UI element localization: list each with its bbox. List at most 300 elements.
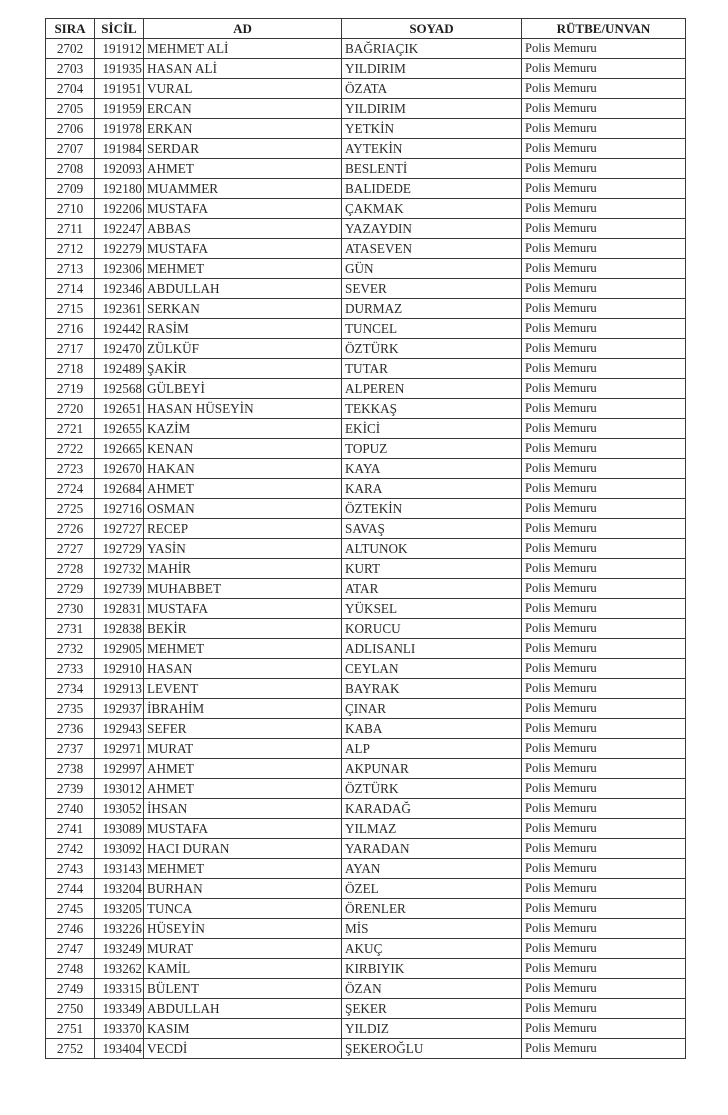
cell-soyad: KARADAĞ — [342, 799, 522, 819]
cell-ad: ERCAN — [144, 99, 342, 119]
cell-ad: RASİM — [144, 319, 342, 339]
cell-soyad: TOPUZ — [342, 439, 522, 459]
table-row — [46, 319, 686, 339]
header-sicil: SİCİL — [95, 19, 144, 39]
table-row — [46, 359, 686, 379]
cell-sira: 2713 — [46, 259, 95, 279]
table-row — [46, 739, 686, 759]
cell-soyad: ÖZTÜRK — [342, 339, 522, 359]
cell-ad: LEVENT — [144, 679, 342, 699]
cell-rutbe-unvan: Polis Memuru — [522, 839, 686, 859]
cell-ad: AHMET — [144, 759, 342, 779]
cell-rutbe-unvan: Polis Memuru — [522, 159, 686, 179]
cell-sira: 2750 — [46, 999, 95, 1019]
cell-sira: 2733 — [46, 659, 95, 679]
cell-rutbe-unvan: Polis Memuru — [522, 999, 686, 1019]
cell-ad: HÜSEYİN — [144, 919, 342, 939]
cell-rutbe-unvan: Polis Memuru — [522, 639, 686, 659]
table-row — [46, 679, 686, 699]
cell-soyad: AYTEKİN — [342, 139, 522, 159]
cell-soyad: ÖRENLER — [342, 899, 522, 919]
cell-rutbe-unvan: Polis Memuru — [522, 319, 686, 339]
table-row — [46, 1039, 686, 1059]
cell-soyad: DURMAZ — [342, 299, 522, 319]
table-row — [46, 859, 686, 879]
cell-rutbe-unvan: Polis Memuru — [522, 519, 686, 539]
table-row — [46, 979, 686, 999]
cell-rutbe-unvan: Polis Memuru — [522, 279, 686, 299]
cell-rutbe-unvan: Polis Memuru — [522, 1039, 686, 1059]
cell-sira: 2726 — [46, 519, 95, 539]
table-row — [46, 199, 686, 219]
cell-rutbe-unvan: Polis Memuru — [522, 899, 686, 919]
cell-sira: 2708 — [46, 159, 95, 179]
cell-sicil: 192943 — [95, 719, 144, 739]
cell-sira: 2728 — [46, 559, 95, 579]
cell-rutbe-unvan: Polis Memuru — [522, 719, 686, 739]
cell-soyad: KORUCU — [342, 619, 522, 639]
cell-rutbe-unvan: Polis Memuru — [522, 699, 686, 719]
cell-rutbe-unvan: Polis Memuru — [522, 259, 686, 279]
cell-rutbe-unvan: Polis Memuru — [522, 499, 686, 519]
cell-ad: TUNCA — [144, 899, 342, 919]
cell-soyad: YILDIZ — [342, 1019, 522, 1039]
cell-rutbe-unvan: Polis Memuru — [522, 739, 686, 759]
cell-sira: 2735 — [46, 699, 95, 719]
cell-sira: 2734 — [46, 679, 95, 699]
table-row — [46, 179, 686, 199]
cell-rutbe-unvan: Polis Memuru — [522, 819, 686, 839]
cell-soyad: TEKKAŞ — [342, 399, 522, 419]
cell-rutbe-unvan: Polis Memuru — [522, 579, 686, 599]
cell-soyad: ALTUNOK — [342, 539, 522, 559]
cell-sicil: 193226 — [95, 919, 144, 939]
cell-sicil: 192997 — [95, 759, 144, 779]
cell-sicil: 192361 — [95, 299, 144, 319]
cell-soyad: KAYA — [342, 459, 522, 479]
cell-sicil: 193370 — [95, 1019, 144, 1039]
table-row — [46, 519, 686, 539]
cell-sira: 2706 — [46, 119, 95, 139]
cell-sira: 2716 — [46, 319, 95, 339]
table-row — [46, 819, 686, 839]
cell-sira: 2717 — [46, 339, 95, 359]
cell-sira: 2742 — [46, 839, 95, 859]
cell-rutbe-unvan: Polis Memuru — [522, 459, 686, 479]
cell-sira: 2704 — [46, 79, 95, 99]
cell-rutbe-unvan: Polis Memuru — [522, 99, 686, 119]
cell-soyad: YILDIRIM — [342, 59, 522, 79]
cell-sicil: 192732 — [95, 559, 144, 579]
cell-ad: OSMAN — [144, 499, 342, 519]
cell-sicil: 192470 — [95, 339, 144, 359]
cell-ad: BEKİR — [144, 619, 342, 639]
table-row — [46, 879, 686, 899]
cell-soyad: YILDIRIM — [342, 99, 522, 119]
table-row — [46, 619, 686, 639]
table-row — [46, 439, 686, 459]
cell-sicil: 192937 — [95, 699, 144, 719]
cell-ad: MEHMET — [144, 259, 342, 279]
cell-sira: 2718 — [46, 359, 95, 379]
cell-sira: 2712 — [46, 239, 95, 259]
cell-rutbe-unvan: Polis Memuru — [522, 659, 686, 679]
cell-soyad: SEVER — [342, 279, 522, 299]
cell-soyad: AYAN — [342, 859, 522, 879]
cell-sicil: 192913 — [95, 679, 144, 699]
cell-sira: 2746 — [46, 919, 95, 939]
cell-sira: 2737 — [46, 739, 95, 759]
cell-sira: 2741 — [46, 819, 95, 839]
table-row — [46, 639, 686, 659]
cell-sira: 2727 — [46, 539, 95, 559]
cell-sicil: 192180 — [95, 179, 144, 199]
cell-sira: 2715 — [46, 299, 95, 319]
cell-sicil: 192831 — [95, 599, 144, 619]
cell-ad: VECDİ — [144, 1039, 342, 1059]
cell-sira: 2748 — [46, 959, 95, 979]
cell-sicil: 193404 — [95, 1039, 144, 1059]
cell-soyad: KARA — [342, 479, 522, 499]
cell-soyad: ALPEREN — [342, 379, 522, 399]
cell-soyad: TUNCEL — [342, 319, 522, 339]
cell-soyad: ADLISANLI — [342, 639, 522, 659]
cell-rutbe-unvan: Polis Memuru — [522, 299, 686, 319]
cell-soyad: AKUÇ — [342, 939, 522, 959]
table-row — [46, 839, 686, 859]
cell-rutbe-unvan: Polis Memuru — [522, 399, 686, 419]
table-row — [46, 399, 686, 419]
table-row — [46, 759, 686, 779]
cell-sicil: 192665 — [95, 439, 144, 459]
cell-sicil: 192093 — [95, 159, 144, 179]
cell-soyad: YÜKSEL — [342, 599, 522, 619]
cell-sicil: 192206 — [95, 199, 144, 219]
cell-sicil: 193204 — [95, 879, 144, 899]
cell-ad: İBRAHİM — [144, 699, 342, 719]
table-row — [46, 939, 686, 959]
cell-rutbe-unvan: Polis Memuru — [522, 139, 686, 159]
table-row — [46, 299, 686, 319]
cell-soyad: ATASEVEN — [342, 239, 522, 259]
header-rutbe-unvan: RÜTBE/UNVAN — [522, 19, 686, 39]
cell-rutbe-unvan: Polis Memuru — [522, 619, 686, 639]
cell-sicil: 192247 — [95, 219, 144, 239]
cell-sicil: 192684 — [95, 479, 144, 499]
table-row — [46, 779, 686, 799]
cell-rutbe-unvan: Polis Memuru — [522, 979, 686, 999]
table-row — [46, 699, 686, 719]
cell-rutbe-unvan: Polis Memuru — [522, 239, 686, 259]
table-row — [46, 459, 686, 479]
cell-sicil: 192651 — [95, 399, 144, 419]
cell-ad: SERDAR — [144, 139, 342, 159]
cell-ad: ABDULLAH — [144, 279, 342, 299]
cell-sicil: 192905 — [95, 639, 144, 659]
cell-sira: 2745 — [46, 899, 95, 919]
cell-sira: 2707 — [46, 139, 95, 159]
cell-rutbe-unvan: Polis Memuru — [522, 1019, 686, 1039]
table-row — [46, 899, 686, 919]
cell-sira: 2749 — [46, 979, 95, 999]
table-row — [46, 1019, 686, 1039]
cell-sicil: 192716 — [95, 499, 144, 519]
cell-sicil: 193092 — [95, 839, 144, 859]
cell-sira: 2703 — [46, 59, 95, 79]
table-row — [46, 159, 686, 179]
cell-sira: 2721 — [46, 419, 95, 439]
cell-sicil: 191978 — [95, 119, 144, 139]
cell-rutbe-unvan: Polis Memuru — [522, 959, 686, 979]
cell-soyad: MİS — [342, 919, 522, 939]
cell-rutbe-unvan: Polis Memuru — [522, 39, 686, 59]
table-row — [46, 559, 686, 579]
cell-rutbe-unvan: Polis Memuru — [522, 479, 686, 499]
cell-sira: 2720 — [46, 399, 95, 419]
cell-ad: SEFER — [144, 719, 342, 739]
table-row — [46, 419, 686, 439]
cell-soyad: YAZAYDIN — [342, 219, 522, 239]
cell-sira: 2705 — [46, 99, 95, 119]
cell-soyad: YILMAZ — [342, 819, 522, 839]
cell-ad: MEHMET — [144, 639, 342, 659]
cell-rutbe-unvan: Polis Memuru — [522, 219, 686, 239]
cell-ad: BURHAN — [144, 879, 342, 899]
cell-sicil: 193143 — [95, 859, 144, 879]
cell-ad: MUAMMER — [144, 179, 342, 199]
cell-sicil: 192306 — [95, 259, 144, 279]
cell-ad: HASAN — [144, 659, 342, 679]
cell-soyad: SAVAŞ — [342, 519, 522, 539]
cell-ad: MUSTAFA — [144, 599, 342, 619]
cell-sicil: 193262 — [95, 959, 144, 979]
table-header-row — [46, 19, 686, 39]
cell-soyad: ŞEKEROĞLU — [342, 1039, 522, 1059]
cell-sira: 2723 — [46, 459, 95, 479]
cell-ad: YASİN — [144, 539, 342, 559]
cell-sicil: 191935 — [95, 59, 144, 79]
cell-ad: KAZİM — [144, 419, 342, 439]
table-row — [46, 219, 686, 239]
cell-sira: 2722 — [46, 439, 95, 459]
table-row — [46, 599, 686, 619]
cell-soyad: AKPUNAR — [342, 759, 522, 779]
cell-soyad: ÖZTEKİN — [342, 499, 522, 519]
cell-rutbe-unvan: Polis Memuru — [522, 759, 686, 779]
cell-sicil: 192838 — [95, 619, 144, 639]
cell-sicil: 192670 — [95, 459, 144, 479]
cell-ad: ZÜLKÜF — [144, 339, 342, 359]
cell-soyad: TUTAR — [342, 359, 522, 379]
cell-sicil: 193249 — [95, 939, 144, 959]
cell-soyad: ÖZAN — [342, 979, 522, 999]
cell-ad: MEHMET — [144, 859, 342, 879]
cell-sicil: 192568 — [95, 379, 144, 399]
cell-sicil: 191984 — [95, 139, 144, 159]
cell-ad: ABBAS — [144, 219, 342, 239]
cell-sira: 2739 — [46, 779, 95, 799]
table-row — [46, 959, 686, 979]
cell-sicil: 192442 — [95, 319, 144, 339]
cell-ad: RECEP — [144, 519, 342, 539]
cell-ad: AHMET — [144, 779, 342, 799]
cell-soyad: ÖZATA — [342, 79, 522, 99]
personnel-table — [45, 18, 686, 1059]
table-row — [46, 479, 686, 499]
cell-soyad: BAĞRIAÇIK — [342, 39, 522, 59]
table-row — [46, 919, 686, 939]
table-body — [46, 39, 686, 1059]
cell-rutbe-unvan: Polis Memuru — [522, 199, 686, 219]
cell-sira: 2731 — [46, 619, 95, 639]
cell-soyad: KIRBIYIK — [342, 959, 522, 979]
cell-soyad: ATAR — [342, 579, 522, 599]
cell-ad: ERKAN — [144, 119, 342, 139]
cell-sira: 2747 — [46, 939, 95, 959]
cell-rutbe-unvan: Polis Memuru — [522, 559, 686, 579]
cell-sicil: 191959 — [95, 99, 144, 119]
cell-soyad: CEYLAN — [342, 659, 522, 679]
cell-sira: 2732 — [46, 639, 95, 659]
cell-rutbe-unvan: Polis Memuru — [522, 679, 686, 699]
cell-ad: HASAN ALİ — [144, 59, 342, 79]
table-row — [46, 719, 686, 739]
cell-ad: İHSAN — [144, 799, 342, 819]
cell-soyad: EKİCİ — [342, 419, 522, 439]
table-row — [46, 659, 686, 679]
cell-sicil: 191912 — [95, 39, 144, 59]
cell-sicil: 193052 — [95, 799, 144, 819]
table-row — [46, 239, 686, 259]
cell-rutbe-unvan: Polis Memuru — [522, 59, 686, 79]
table-row — [46, 999, 686, 1019]
header-soyad: SOYAD — [342, 19, 522, 39]
cell-soyad: ALP — [342, 739, 522, 759]
cell-soyad: KABA — [342, 719, 522, 739]
table-row — [46, 139, 686, 159]
cell-ad: AHMET — [144, 159, 342, 179]
cell-sira: 2743 — [46, 859, 95, 879]
cell-rutbe-unvan: Polis Memuru — [522, 379, 686, 399]
cell-sicil: 192279 — [95, 239, 144, 259]
cell-ad: MUSTAFA — [144, 819, 342, 839]
cell-sicil: 192971 — [95, 739, 144, 759]
cell-sicil: 193205 — [95, 899, 144, 919]
cell-soyad: KURT — [342, 559, 522, 579]
cell-rutbe-unvan: Polis Memuru — [522, 939, 686, 959]
table-row — [46, 39, 686, 59]
cell-soyad: BALIDEDE — [342, 179, 522, 199]
cell-rutbe-unvan: Polis Memuru — [522, 879, 686, 899]
cell-sira: 2730 — [46, 599, 95, 619]
cell-ad: ABDULLAH — [144, 999, 342, 1019]
cell-sira: 2714 — [46, 279, 95, 299]
cell-ad: HAKAN — [144, 459, 342, 479]
cell-sicil: 193089 — [95, 819, 144, 839]
cell-rutbe-unvan: Polis Memuru — [522, 779, 686, 799]
cell-sira: 2744 — [46, 879, 95, 899]
cell-ad: AHMET — [144, 479, 342, 499]
cell-sicil: 193349 — [95, 999, 144, 1019]
table-row — [46, 99, 686, 119]
table-row — [46, 119, 686, 139]
cell-sira: 2724 — [46, 479, 95, 499]
table-row — [46, 379, 686, 399]
cell-rutbe-unvan: Polis Memuru — [522, 599, 686, 619]
cell-soyad: YARADAN — [342, 839, 522, 859]
cell-rutbe-unvan: Polis Memuru — [522, 359, 686, 379]
cell-sira: 2725 — [46, 499, 95, 519]
cell-sicil: 192910 — [95, 659, 144, 679]
table-row — [46, 499, 686, 519]
cell-soyad: ÖZEL — [342, 879, 522, 899]
cell-sicil: 192346 — [95, 279, 144, 299]
cell-sira: 2736 — [46, 719, 95, 739]
cell-ad: GÜLBEYİ — [144, 379, 342, 399]
cell-ad: MURAT — [144, 939, 342, 959]
cell-sira: 2709 — [46, 179, 95, 199]
cell-ad: MEHMET ALİ — [144, 39, 342, 59]
personnel-list-page — [45, 18, 686, 1059]
cell-sira: 2740 — [46, 799, 95, 819]
cell-ad: HACI DURAN — [144, 839, 342, 859]
cell-soyad: YETKİN — [342, 119, 522, 139]
header-sira: SIRA — [46, 19, 95, 39]
table-row — [46, 799, 686, 819]
cell-ad: MUSTAFA — [144, 199, 342, 219]
cell-rutbe-unvan: Polis Memuru — [522, 539, 686, 559]
cell-sira: 2710 — [46, 199, 95, 219]
cell-sira: 2719 — [46, 379, 95, 399]
cell-soyad: ÇINAR — [342, 699, 522, 719]
cell-rutbe-unvan: Polis Memuru — [522, 439, 686, 459]
cell-rutbe-unvan: Polis Memuru — [522, 339, 686, 359]
cell-sicil: 192489 — [95, 359, 144, 379]
cell-ad: ŞAKİR — [144, 359, 342, 379]
cell-sicil: 192739 — [95, 579, 144, 599]
table-row — [46, 579, 686, 599]
cell-sira: 2738 — [46, 759, 95, 779]
cell-sicil: 192727 — [95, 519, 144, 539]
cell-ad: KASIM — [144, 1019, 342, 1039]
cell-sira: 2711 — [46, 219, 95, 239]
table-row — [46, 539, 686, 559]
cell-ad: HASAN HÜSEYİN — [144, 399, 342, 419]
cell-rutbe-unvan: Polis Memuru — [522, 919, 686, 939]
cell-sicil: 192729 — [95, 539, 144, 559]
cell-sicil: 192655 — [95, 419, 144, 439]
cell-ad: BÜLENT — [144, 979, 342, 999]
table-row — [46, 259, 686, 279]
cell-sicil: 193012 — [95, 779, 144, 799]
cell-soyad: ŞEKER — [342, 999, 522, 1019]
cell-rutbe-unvan: Polis Memuru — [522, 859, 686, 879]
cell-ad: MURAT — [144, 739, 342, 759]
cell-rutbe-unvan: Polis Memuru — [522, 419, 686, 439]
cell-rutbe-unvan: Polis Memuru — [522, 179, 686, 199]
table-row — [46, 279, 686, 299]
cell-sira: 2702 — [46, 39, 95, 59]
cell-sicil: 191951 — [95, 79, 144, 99]
table-row — [46, 339, 686, 359]
cell-sicil: 193315 — [95, 979, 144, 999]
cell-sira: 2751 — [46, 1019, 95, 1039]
cell-ad: VURAL — [144, 79, 342, 99]
cell-ad: SERKAN — [144, 299, 342, 319]
cell-rutbe-unvan: Polis Memuru — [522, 79, 686, 99]
cell-soyad: ÖZTÜRK — [342, 779, 522, 799]
header-ad: AD — [144, 19, 342, 39]
